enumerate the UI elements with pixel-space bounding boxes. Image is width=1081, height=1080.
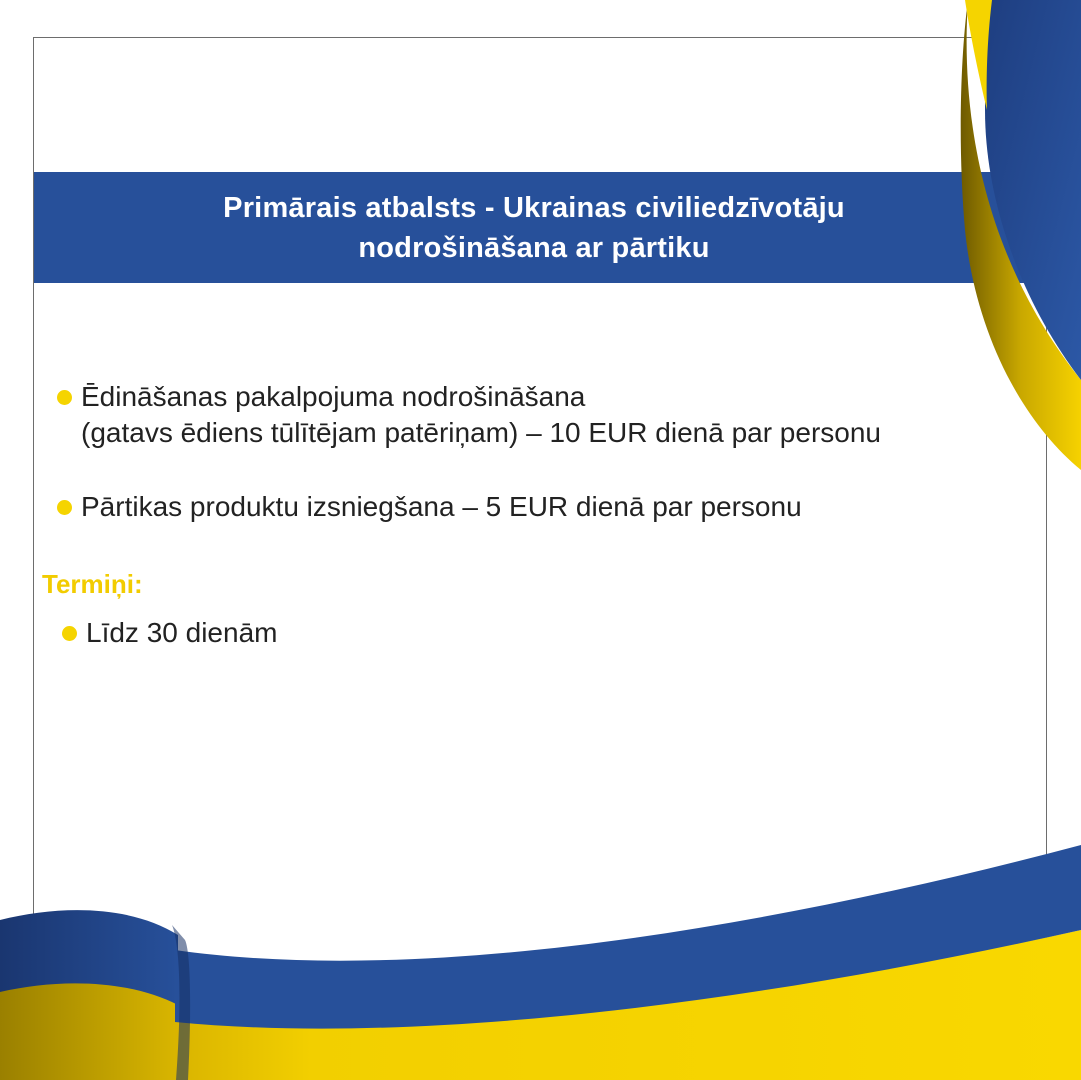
terms-label: Termiņi: bbox=[42, 569, 143, 599]
bottom-ribbon bbox=[0, 845, 1081, 1080]
title-line-1: Primārais atbalsts - Ukrainas civiliedzīvotāju bbox=[223, 191, 845, 224]
bullet-line: Ēdināšanas pakalpojuma nodrošināšana bbox=[81, 381, 586, 412]
bullet-text: Pārtikas produktu izsniegšana – 5 EUR dienā par personu bbox=[81, 491, 802, 522]
terms-item-text: Līdz 30 dienām bbox=[86, 617, 278, 648]
title-line-2: nodrošināšana ar pārtiku bbox=[358, 231, 710, 264]
top-right-ribbon bbox=[961, 0, 1081, 470]
bullet-line: (gatavs ēdiens tūlītējam patēriņam) – 10 EUR dienā par personu bbox=[81, 417, 881, 448]
